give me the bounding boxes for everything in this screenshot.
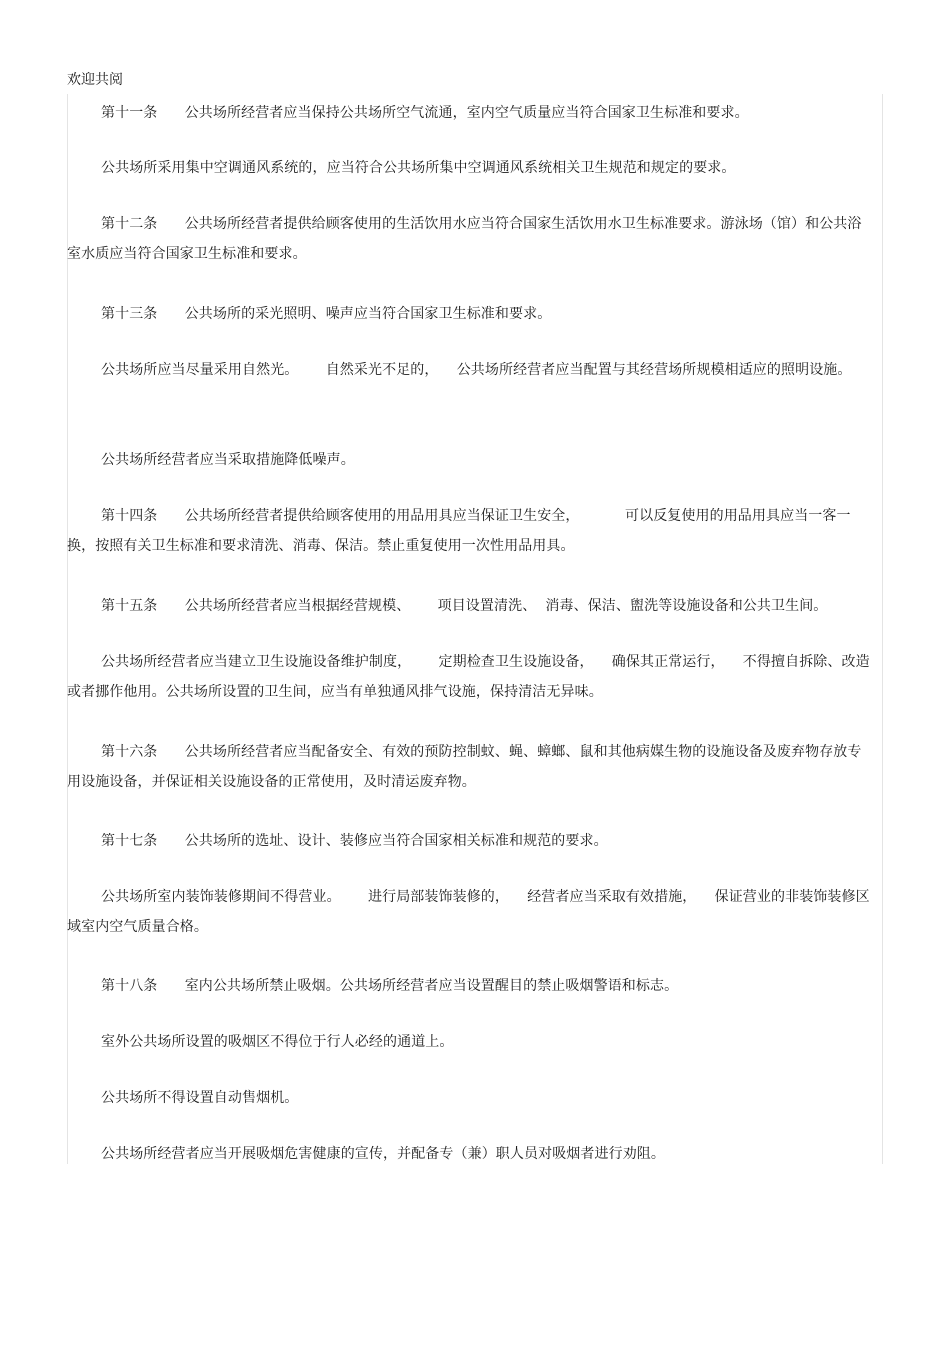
- right-border: [882, 94, 883, 1164]
- paragraph-article-11: 第十一条 公共场所经营者应当保持公共场所空气流通，室内空气质量应当符合国家卫生标准和要求。: [101, 105, 749, 121]
- paragraph-article-12: 第十二条 公共场所经营者提供给顾客使用的生活饮用水应当符合国家生活饮用水卫生标准要求。游泳场（馆）和公共浴室水质应当符合国家卫生标准和要求。: [67, 216, 862, 262]
- paragraph-article-15: 第十五条 公共场所经营者应当根据经营规模、 项目设置清洗、 消毒、保洁、盥洗等设施设备和公共卫生间。: [101, 598, 828, 614]
- paragraph-article-17: 第十七条 公共场所的选址、设计、装修应当符合国家相关标准和规范的要求。: [101, 833, 608, 849]
- paragraph-ventilation: 公共场所采用集中空调通风系统的，应当符合公共场所集中空调通风系统相关卫生规范和规定的要求。: [101, 160, 736, 176]
- paragraph-smoking-area: 室外公共场所设置的吸烟区不得位于行人必经的通道上。: [101, 1034, 454, 1050]
- paragraph-decoration: 公共场所室内装饰装修期间不得营业。 进行局部装饰装修的， 经营者应当采取有效措施， 保证营业的非装饰装修区域室内空气质量合格。: [67, 889, 870, 935]
- paragraph-lighting: 公共场所应当尽量采用自然光。 自然采光不足的， 公共场所经营者应当配置与其经营场所规模相适应的照明设施。: [101, 362, 852, 378]
- paragraph-article-16: 第十六条 公共场所经营者应当配备安全、有效的预防控制蚊、蝇、蟑螂、鼠和其他病媒生物的设施设备及废弃物存放专用设施设备，并保证相关设施设备的正常使用，及时清运废弃物。: [67, 744, 862, 790]
- page-header: 欢迎共阅: [67, 72, 123, 88]
- paragraph-vending-machine: 公共场所不得设置自动售烟机。: [101, 1090, 299, 1106]
- paragraph-article-14: 第十四条 公共场所经营者提供给顾客使用的用品用具应当保证卫生安全， 可以反复使用的用品用具应当一客一换，按照有关卫生标准和要求清洗、消毒、保洁。禁止重复使用一次性用品用具。: [67, 508, 851, 554]
- paragraph-maintenance: 公共场所经营者应当建立卫生设施设备维护制度， 定期检查卫生设施设备， 确保其正常运行， 不得擅自拆除、改造或者挪作他用。公共场所设置的卫生间，应当有单独通风排气设施，保持清洁无异味。: [67, 654, 870, 700]
- paragraph-smoking-promotion: 公共场所经营者应当开展吸烟危害健康的宣传，并配备专（兼）职人员对吸烟者进行劝阻。: [101, 1146, 665, 1162]
- paragraph-noise: 公共场所经营者应当采取措施降低噪声。: [101, 452, 355, 468]
- document-body: [67, 94, 883, 1164]
- paragraph-article-18: 第十八条 室内公共场所禁止吸烟。公共场所经营者应当设置醒目的禁止吸烟警语和标志。: [101, 978, 679, 994]
- paragraph-article-13: 第十三条 公共场所的采光照明、噪声应当符合国家卫生标准和要求。: [101, 306, 552, 322]
